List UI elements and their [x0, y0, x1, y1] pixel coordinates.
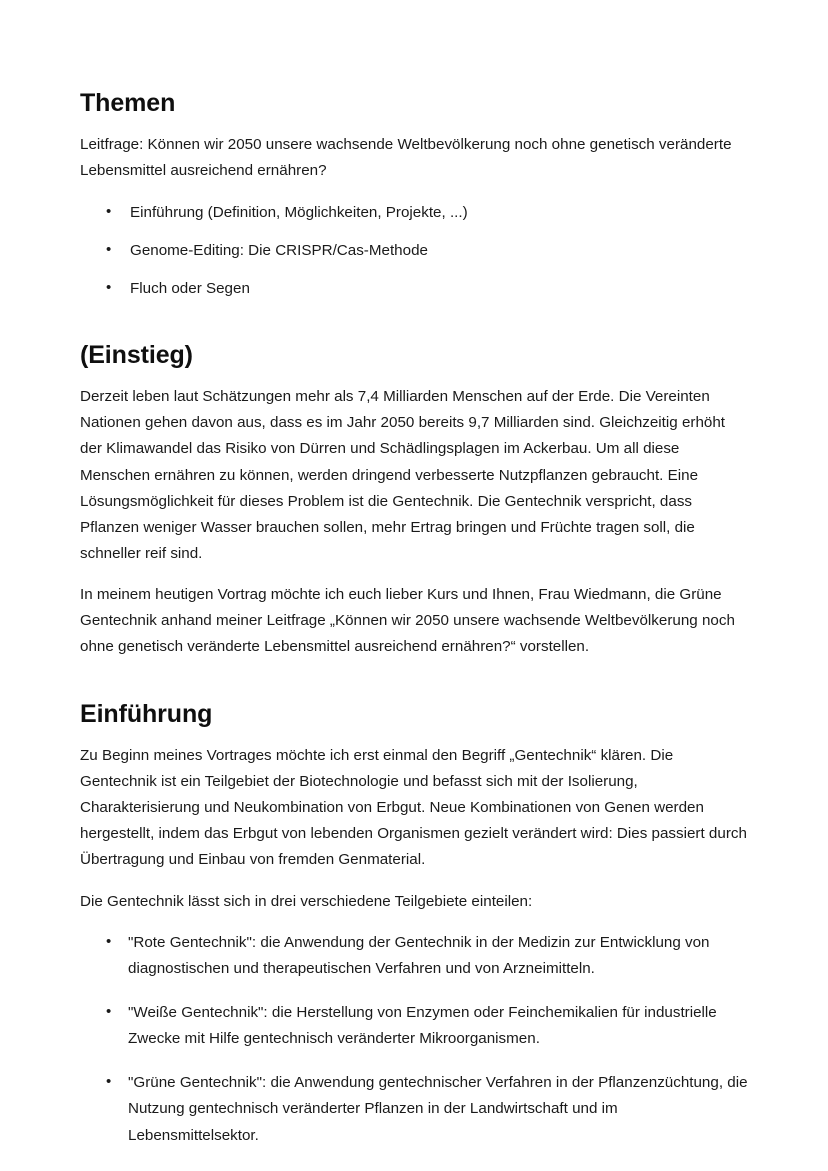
section-heading-einstieg: (Einstieg)	[80, 340, 193, 369]
list-item: • Fluch oder Segen	[80, 276, 748, 302]
list-item: • "Rote Gentechnik": die Anwendung der Gentechnik in der Medizin zur Entwicklung von diagnostischen und therapeutischen Verfahren und von Arzneimitteln.	[80, 930, 748, 982]
document-body	[80, 88, 748, 1149]
einstieg-paragraph-2: In meinem heutigen Vortrag möchte ich euch lieber Kurs und Ihnen, Frau Wiedmann, die Grüne Gentechnik anhand meiner Leitfrage „Können wir 2050 unsere wachsende Weltbevölkerung noch ohne genetisch veränderte Lebensmittel ausreichend ernähren?“ vorstellen.	[80, 586, 735, 656]
einfuehrung-paragraph-1: Zu Beginn meines Vortrages möchte ich erst einmal den Begriff „Gentechnik“ klären. Die Gentechnik ist ein Teilgebiet der Biotechnologie und befasst sich mit der Isolierung, Charakterisierung und Neukombination von Erbgut. Neue Kombinationen von Genen werden hergestellt, indem das Erbgut von lebenden Organismen gezielt verändert wird: Dies passiert durch Übertragung und Einbau von fremden Genmaterial.	[80, 746, 747, 869]
section-heading-einfuehrung: Einführung	[80, 699, 213, 728]
list-item: • Genome-Editing: Die CRISPR/Cas-Methode	[80, 238, 748, 264]
list-item: • "Grüne Gentechnik": die Anwendung gentechnischer Verfahren in der Pflanzenzüchtung, die Nutzung gentechnisch veränderter Pflanzen in der Landwirtschaft und im Lebensmittelsektor.	[80, 1070, 748, 1148]
teilgebiete-bullet-list	[80, 930, 748, 1149]
section-heading-themen: Themen	[80, 89, 176, 117]
lead-question: Leitfrage: Können wir 2050 unsere wachsende Weltbevölkerung noch ohne genetisch veränderte Lebensmittel ausreichend ernähren?	[80, 136, 732, 180]
themen-bullet-list	[80, 200, 748, 302]
list-item: • "Weiße Gentechnik": die Herstellung von Enzymen oder Feinchemikalien für industrielle Zwecke mit Hilfe gentechnisch veränderter Mikroorganismen.	[80, 1000, 748, 1052]
einfuehrung-paragraph-2: Die Gentechnik lässt sich in drei verschiedene Teilgebiete einteilen:	[80, 892, 533, 910]
einstieg-paragraph-1: Derzeit leben laut Schätzungen mehr als 7,4 Milliarden Menschen auf der Erde. Die Vereinten Nationen gehen davon aus, dass es im Jahr 2050 bereits 9,7 Milliarden sind. Gleichzeitig erhöht der Klimawandel das Risiko von Dürren und Schädlingsplagen im Ackerbau. Um all diese Menschen ernähren zu können, werden dringend verbesserte Nutzpflanzen gebraucht. Eine Lösungsmöglichkeit für dieses Problem ist die Gentechnik. Die Gentechnik verspricht, dass Pflanzen weniger Wasser brauchen sollen, mehr Ertrag bringen und Früchte tragen soll, die schneller reif sind.	[80, 388, 726, 563]
list-item: • Einführung (Definition, Möglichkeiten, Projekte, ...)	[80, 200, 748, 226]
